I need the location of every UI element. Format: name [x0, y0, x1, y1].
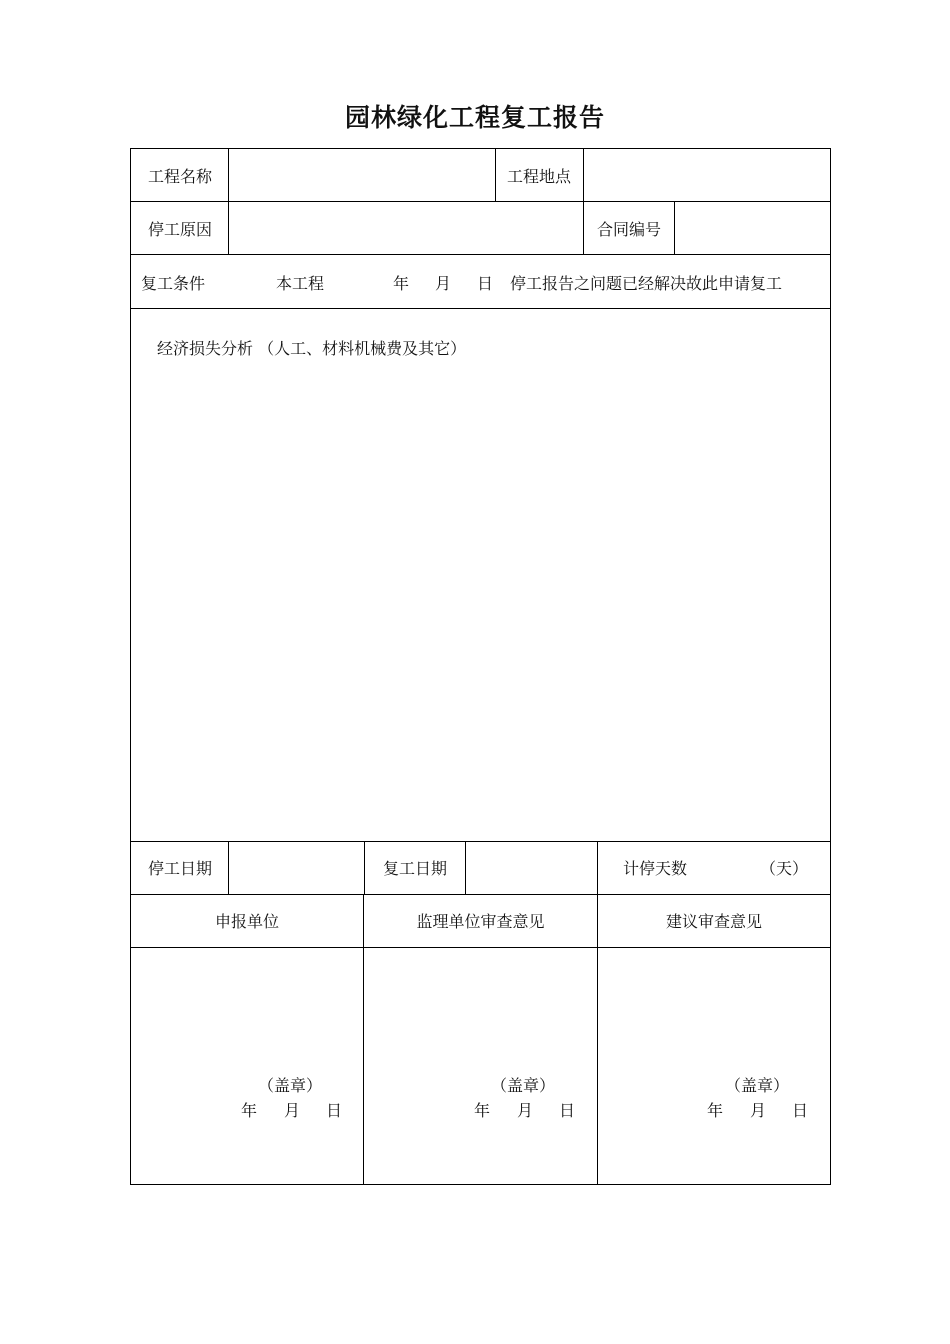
contract-no-field[interactable] — [676, 203, 829, 253]
month-text: 月 — [517, 1101, 534, 1120]
table-line — [583, 201, 584, 254]
supervisor-review-header: 监理单位审查意见 — [416, 912, 545, 931]
table-line — [130, 308, 831, 309]
loss-analysis-field[interactable] — [132, 370, 829, 838]
suggested-review-header: 建议审查意见 — [665, 912, 762, 931]
year-text: 年 — [474, 1101, 491, 1120]
stop-reason-label: 停工原因 — [148, 220, 213, 239]
stop-date-label: 停工日期 — [148, 859, 213, 878]
table-line — [597, 894, 598, 1184]
table-line — [130, 148, 131, 1185]
year-text: 年 — [241, 1101, 258, 1120]
seal-text: （盖章） — [258, 1076, 323, 1095]
month-text: 月 — [750, 1101, 767, 1120]
applicant-unit-header: 申报单位 — [214, 912, 279, 931]
table-line — [364, 841, 365, 894]
day-text: 日 — [792, 1101, 809, 1120]
table-line — [495, 148, 496, 201]
seal-text: （盖章） — [725, 1076, 790, 1095]
resume-condition-label: 复工条件 — [141, 274, 206, 293]
month-text: 月 — [435, 274, 452, 293]
table-line — [597, 841, 598, 894]
table-line — [465, 841, 466, 894]
seal-text: （盖章） — [491, 1076, 556, 1095]
supervisor-signature-area[interactable] — [365, 949, 596, 1182]
table-line — [130, 254, 831, 255]
day-text: 日 — [559, 1101, 576, 1120]
table-line — [130, 894, 831, 895]
project-name-field[interactable] — [230, 150, 494, 200]
project-location-label: 工程地点 — [507, 167, 572, 186]
table-line — [228, 841, 229, 894]
table-line — [130, 841, 831, 842]
loss-analysis-label: 经济损失分析 （人工、材料机械费及其它） — [157, 339, 467, 358]
resume-statement: 停工报告之问题已经解决故此申请复工 — [510, 274, 783, 293]
day-text: 日 — [477, 274, 494, 293]
table-line — [674, 201, 675, 254]
table-line — [130, 148, 831, 149]
contract-no-label: 合同编号 — [597, 220, 662, 239]
resume-date-label: 复工日期 — [383, 859, 448, 878]
table-line — [363, 894, 364, 1184]
project-location-field[interactable] — [585, 150, 829, 200]
table-line — [583, 148, 584, 201]
project-name-label: 工程名称 — [148, 167, 213, 186]
table-line — [130, 947, 831, 948]
month-text: 月 — [284, 1101, 301, 1120]
stopped-days-label: 计停天数 — [623, 859, 688, 878]
year-text: 年 — [707, 1101, 724, 1120]
table-line — [228, 148, 229, 201]
table-line — [130, 201, 831, 202]
table-line — [830, 148, 831, 1185]
this-project-text: 本工程 — [276, 274, 325, 293]
stopped-days-unit: （天） — [760, 859, 809, 878]
page-title: 园林绿化工程复工报告 — [344, 103, 605, 132]
year-text: 年 — [393, 274, 410, 293]
resume-date-field[interactable] — [467, 843, 596, 893]
stop-date-field[interactable] — [230, 843, 363, 893]
day-text: 日 — [326, 1101, 343, 1120]
stop-reason-field[interactable] — [230, 203, 582, 253]
applicant-signature-area[interactable] — [132, 949, 362, 1182]
table-line — [228, 201, 229, 254]
table-line — [130, 1184, 831, 1185]
suggested-review-signature-area[interactable] — [599, 949, 829, 1182]
